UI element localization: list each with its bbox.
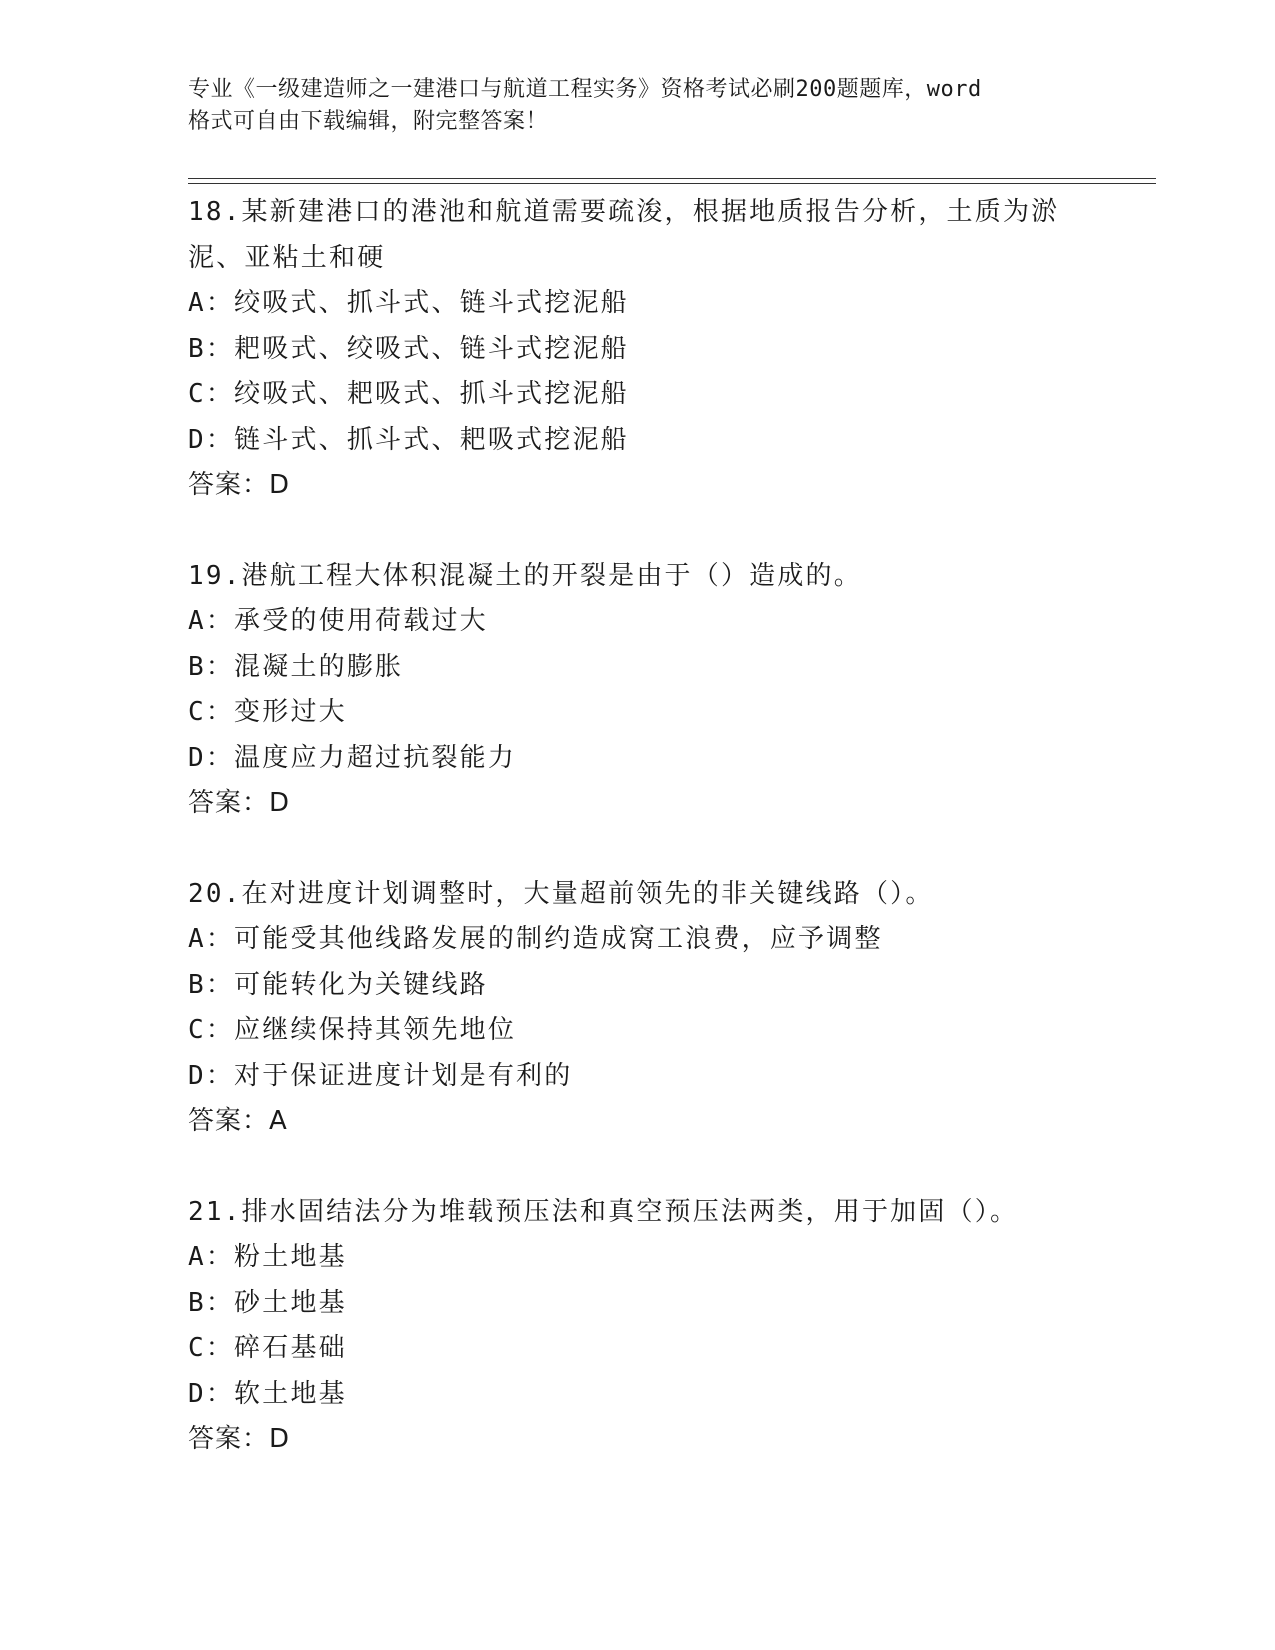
question-spacer: [188, 1145, 1148, 1190]
option-a: A：绞吸式、抓斗式、链斗式挖泥船: [188, 288, 629, 318]
question-19: [188, 554, 1148, 827]
question-stem: 21.排水固结法分为堆载预压法和真空预压法两类，用于加固（）。: [188, 1196, 1019, 1227]
question-21: [188, 1190, 1148, 1463]
question-spacer: [188, 827, 1148, 872]
question-stem: 泥、亚粘土和硬: [188, 242, 386, 273]
answer: 答案：D: [188, 470, 291, 500]
question-20: [188, 872, 1148, 1145]
header-divider: [188, 178, 1156, 184]
document-header: [188, 74, 1088, 138]
question-18: [188, 190, 1148, 509]
option-a: A：可能受其他线路发展的制约造成窝工浪费，应予调整: [188, 924, 883, 954]
option-b: B：耙吸式、绞吸式、链斗式挖泥船: [188, 333, 629, 364]
option-b: B：砂土地基: [188, 1287, 347, 1318]
question-stem: 19.港航工程大体积混凝土的开裂是由于（）造成的。: [188, 560, 862, 591]
question-stem: 18.某新建港口的港池和航道需要疏浚，根据地质报告分析，土质为淤: [188, 197, 1060, 227]
answer: 答案：A: [188, 1106, 288, 1136]
header-line-1: 专业《一级建造师之一建港口与航道工程实务》资格考试必刷200题题库，word: [188, 77, 982, 102]
question-stem: 20.在对进度计划调整时，大量超前领先的非关键线路（）。: [188, 878, 934, 909]
option-b: B：可能转化为关键线路: [188, 969, 488, 1000]
option-a: A：承受的使用荷载过大: [188, 606, 488, 636]
header-line-2: 格式可自由下载编辑，附完整答案！: [188, 109, 549, 134]
question-spacer: [188, 509, 1148, 554]
option-d: D：链斗式、抓斗式、耙吸式挖泥船: [188, 424, 629, 455]
option-b: B：混凝土的膨胀: [188, 651, 404, 682]
option-c: C：绞吸式、耙吸式、抓斗式挖泥船: [188, 379, 629, 409]
option-d: D：温度应力超过抗裂能力: [188, 742, 517, 773]
answer: 答案：D: [188, 1424, 291, 1454]
option-c: C：碎石基础: [188, 1333, 347, 1363]
option-c: C：变形过大: [188, 697, 347, 727]
answer: 答案：D: [188, 788, 291, 818]
option-c: C：应继续保持其领先地位: [188, 1015, 517, 1045]
option-a: A：粉土地基: [188, 1242, 347, 1272]
question-list: [188, 190, 1148, 1463]
option-d: D：软土地基: [188, 1378, 347, 1409]
option-d: D：对于保证进度计划是有利的: [188, 1060, 573, 1091]
